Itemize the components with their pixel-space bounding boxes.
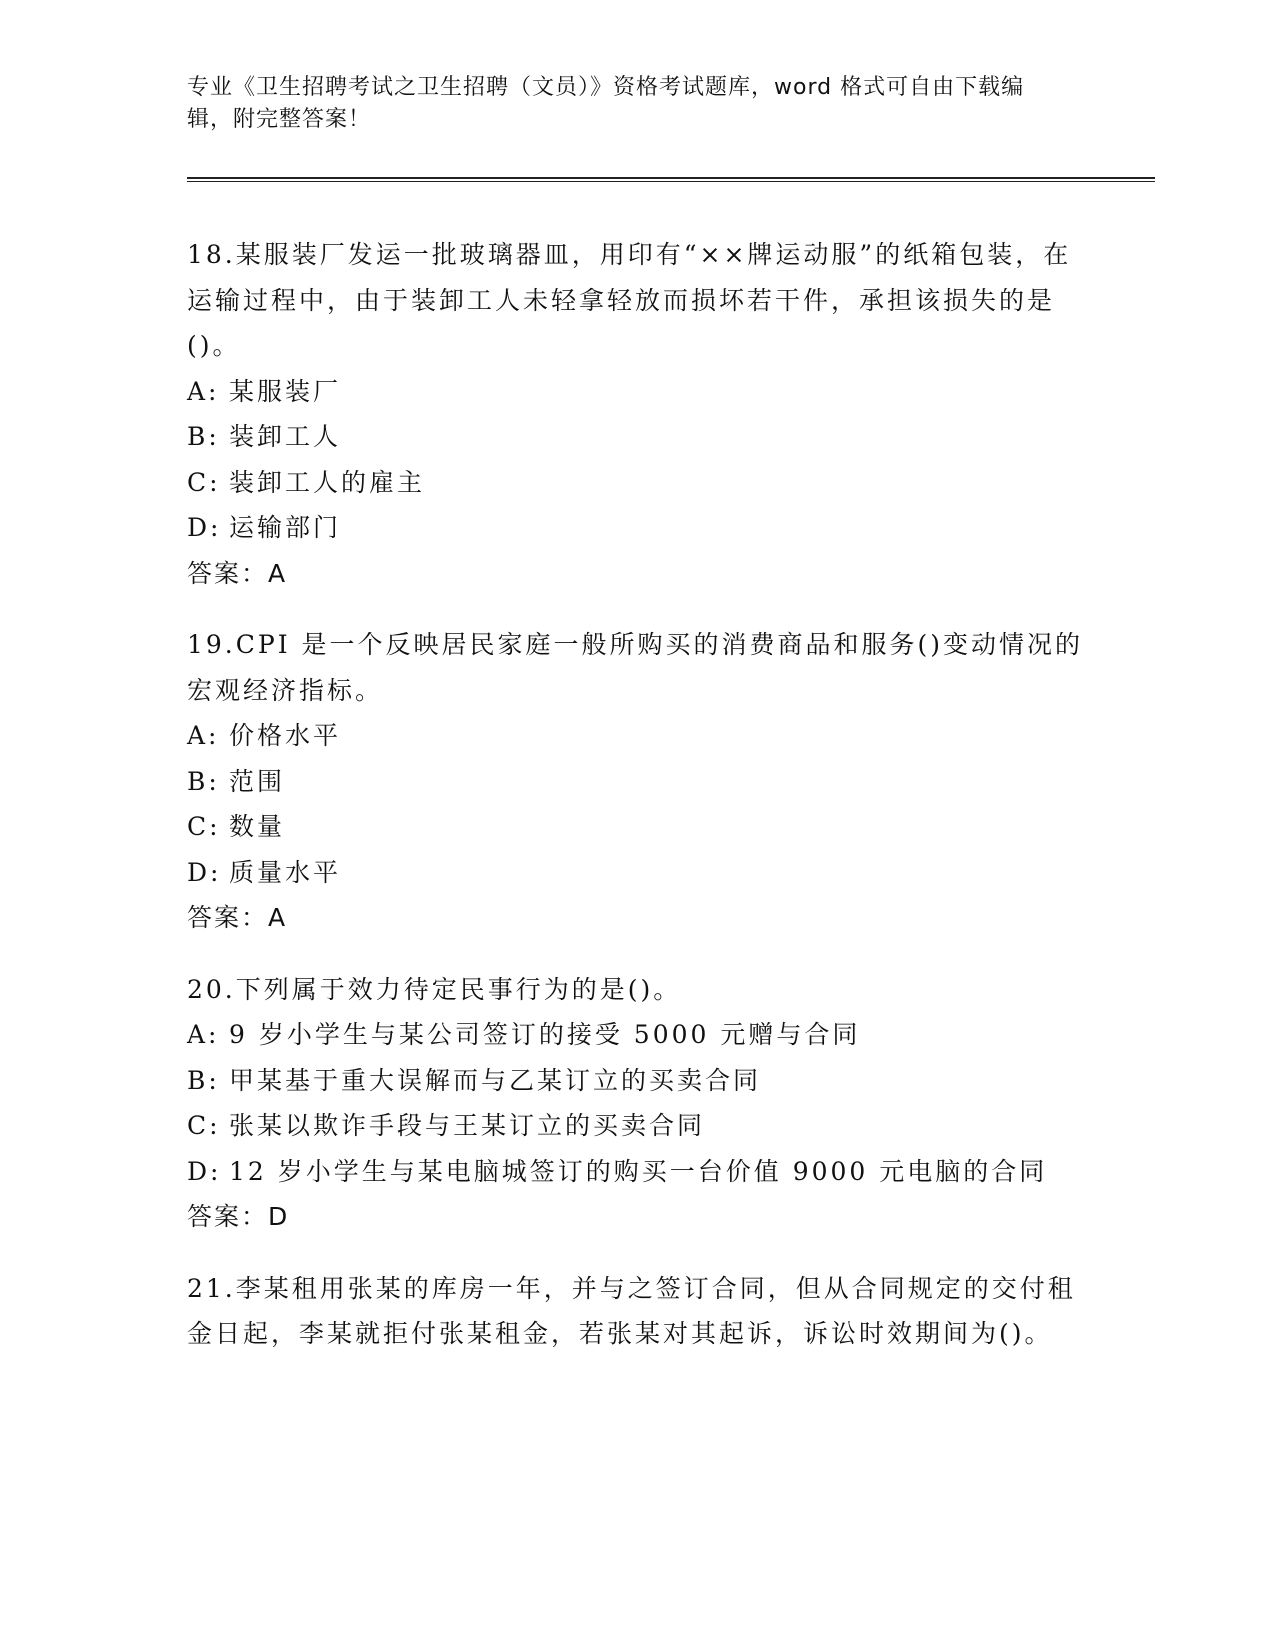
option-letter: B: <box>187 766 220 796</box>
answer-line: 答案：A <box>187 558 288 588</box>
option-letter: D: <box>187 857 222 887</box>
option-b <box>187 759 1087 805</box>
option-text: 装卸工人的雇主 <box>229 467 426 497</box>
header-divider <box>187 177 1155 182</box>
option-text: 9 岁小学生与某公司签订的接受 5000 元赠与合同 <box>229 1020 861 1049</box>
option-letter: B: <box>187 1065 220 1095</box>
option-text: 某服装厂 <box>229 376 342 406</box>
option-letter: C: <box>187 467 221 497</box>
option-c <box>187 1103 1087 1149</box>
option-letter: A: <box>187 1020 220 1049</box>
question-stem: 20.下列属于效力待定民事行为的是()。 <box>187 974 682 1004</box>
option-text: 甲某基于重大误解而与乙某订立的买卖合同 <box>229 1065 762 1095</box>
option-letter: A: <box>187 721 220 750</box>
option-a <box>187 369 1087 415</box>
option-letter: B: <box>187 422 220 451</box>
option-letter: C: <box>187 1111 221 1140</box>
answer-line: 答案：D <box>187 1202 290 1231</box>
option-d <box>187 505 1087 551</box>
option-c <box>187 460 1087 506</box>
option-text: 价格水平 <box>229 721 342 750</box>
option-letter: D: <box>187 1156 222 1186</box>
question-stem: 19.CPI 是一个反映居民家庭一般所购买的消费商品和服务()变动情况的宏观经济指标。 <box>187 630 1084 705</box>
option-c <box>187 804 1087 850</box>
question-list <box>187 232 1087 1383</box>
option-a <box>187 713 1087 759</box>
option-text: 12 岁小学生与某电脑城签订的购买一台价值 9000 元电脑的合同 <box>229 1156 1048 1186</box>
option-b <box>187 414 1087 460</box>
document-header: 专业《卫生招聘考试之卫生招聘（文员）》资格考试题库，word 格式可自由下载编辑，附完整答案！ <box>187 75 1025 132</box>
question-stem: 18.某服装厂发运一批玻璃器皿，用印有“××牌运动服”的纸箱包装，在运输过程中，由于装卸工人未轻拿轻放而损坏若干件，承担该损失的是()。 <box>187 240 1072 360</box>
option-text: 张某以欺诈手段与王某订立的买卖合同 <box>229 1111 706 1140</box>
answer-line: 答案：A <box>187 903 288 932</box>
option-text: 装卸工人 <box>229 422 342 451</box>
question-19 <box>187 622 1087 941</box>
question-21 <box>187 1266 1087 1357</box>
option-d <box>187 1149 1087 1195</box>
option-a <box>187 1012 1087 1058</box>
option-text: 质量水平 <box>229 857 342 887</box>
option-b <box>187 1058 1087 1104</box>
option-letter: D: <box>187 513 222 542</box>
question-20 <box>187 967 1087 1240</box>
option-d <box>187 850 1087 896</box>
option-text: 运输部门 <box>229 513 342 542</box>
question-stem: 21.李某租用张某的库房一年，并与之签订合同，但从合同规定的交付租金日起，李某就拒付张某租金，若张某对其起诉，诉讼时效期间为()。 <box>187 1273 1076 1348</box>
option-letter: A: <box>187 376 220 406</box>
question-18 <box>187 232 1087 596</box>
option-letter: C: <box>187 812 221 841</box>
option-text: 范围 <box>229 766 286 796</box>
option-text: 数量 <box>229 812 286 841</box>
